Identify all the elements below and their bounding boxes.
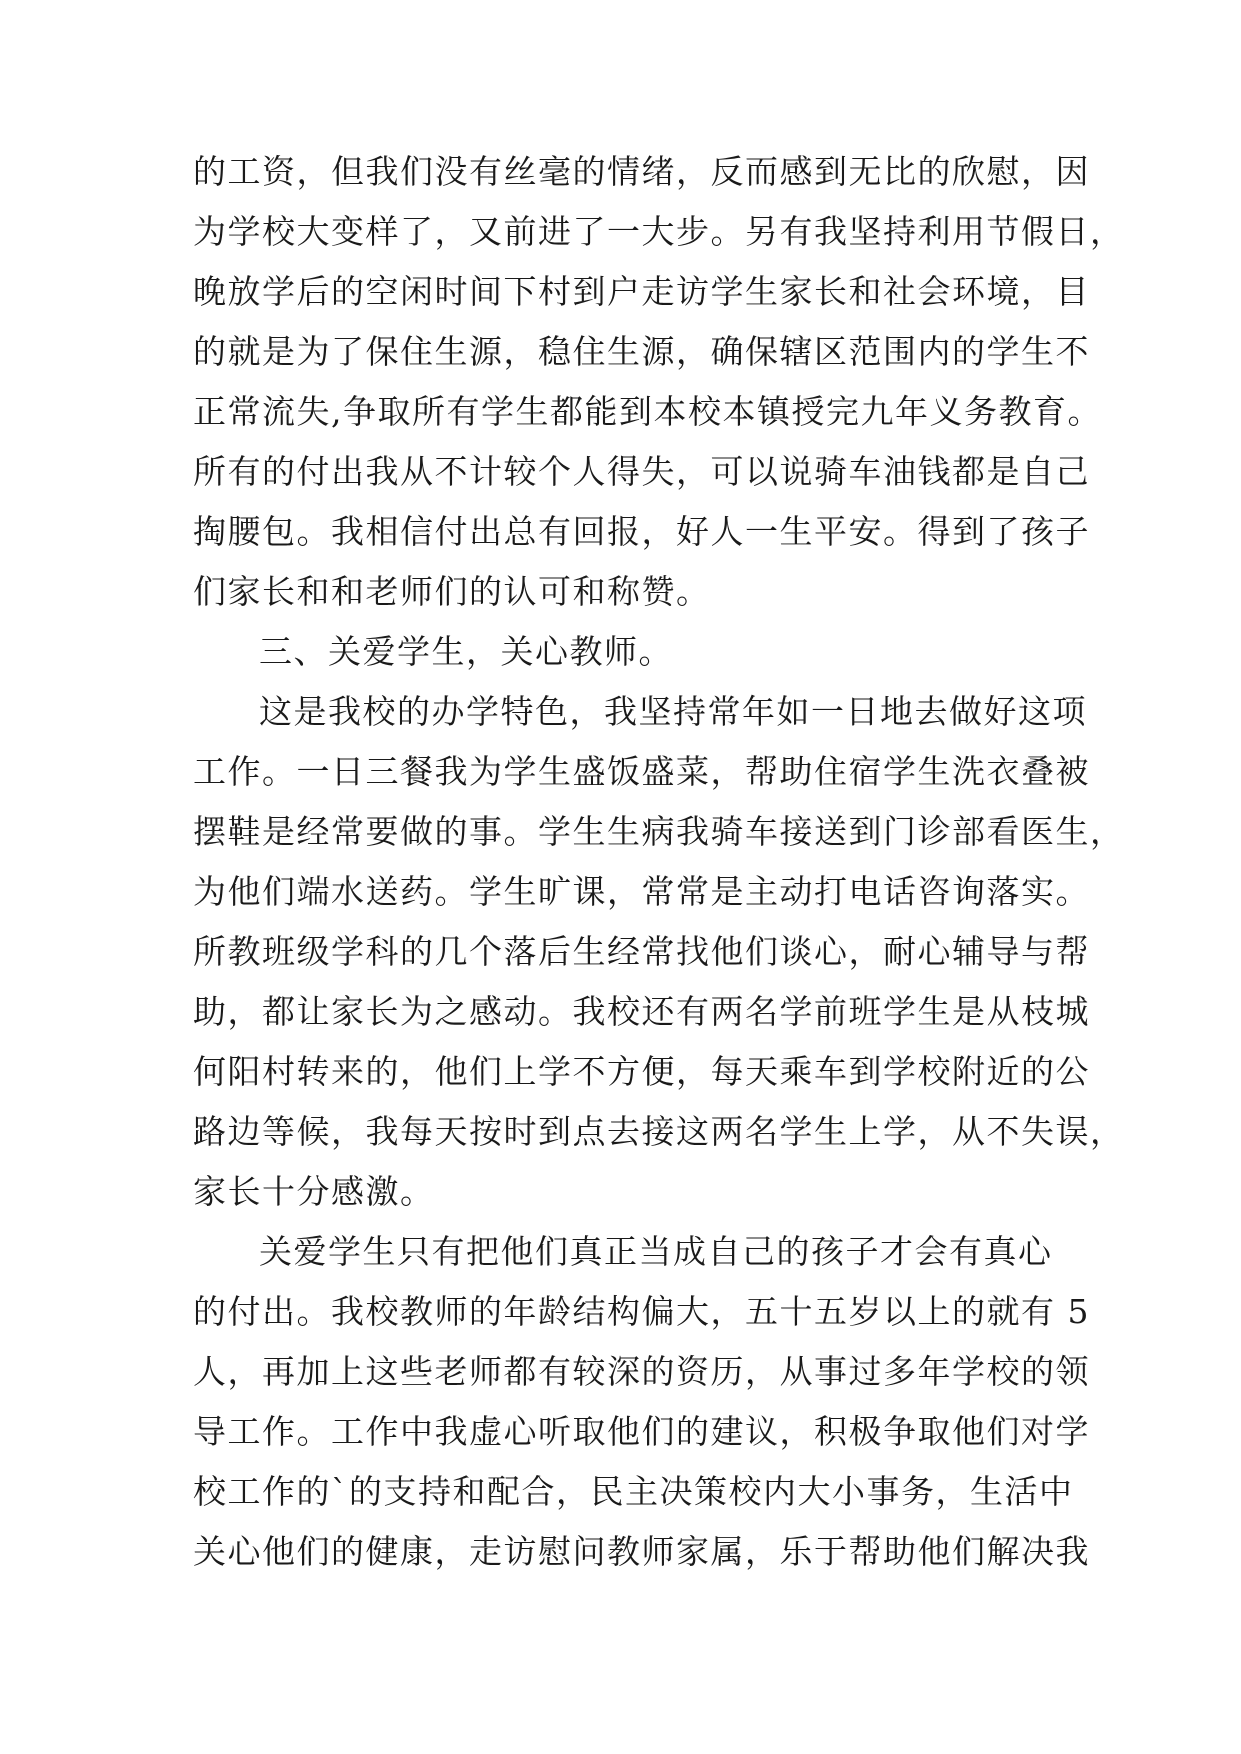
text-line-7: 掏腰包。我相信付出总有回报，好人一生平安。得到了孩子 [193,512,1090,551]
text-line-13: 为他们端水送药。学生旷课，常常是主动打电话咨询落实。 [193,872,1090,911]
text-line-21: 人，再加上这些老师都有较深的资历，从事过多年学校的领 [193,1352,1090,1391]
text-line-18: 家长十分感激。 [193,1172,435,1211]
text-line-23: 校工作的`的支持和配合，民主决策校内大小事务，生活中 [193,1472,1074,1511]
text-line-10: 这是我校的办学特色，我坚持常年如一日地去做好这项 [259,692,1087,731]
text-line-14: 所教班级学科的几个落后生经常找他们谈心，耐心辅导与帮 [193,932,1090,971]
text-line-3: 晚放学后的空闲时间下村到户走访学生家长和社会环境，目 [193,272,1090,311]
text-line-17: 路边等候，我每天按时到点去接这两名学生上学，从不失误， [193,1112,1125,1151]
text-line-11: 工作。一日三餐我为学生盛饭盛菜，帮助住宿学生洗衣叠被 [193,752,1090,791]
text-line-2: 为学校大变样了，又前进了一大步。另有我坚持利用节假日， [193,212,1125,251]
text-line-16: 何阳村转来的，他们上学不方便，每天乘车到学校附近的公 [193,1052,1090,1091]
text-line-12: 摆鞋是经常要做的事。学生生病我骑车接送到门诊部看医生， [193,812,1125,851]
text-line-4: 的就是为了保住生源，稳住生源，确保辖区范围内的学生不 [193,332,1090,371]
text-line-20: 的付出。我校教师的年龄结构偏大，五十五岁以上的就有 5 [193,1292,1090,1331]
text-line-1: 的工资，但我们没有丝毫的情绪，反而感到无比的欣慰，因 [193,152,1090,191]
text-line-19: 关爱学生只有把他们真正当成自己的孩子才会有真心 [259,1232,1053,1271]
text-line-6: 所有的付出我从不计较个人得失，可以说骑车油钱都是自己 [193,452,1090,491]
section-heading: 三、关爱学生，关心教师。 [259,632,673,671]
text-line-22: 导工作。工作中我虚心听取他们的建议，积极争取他们对学 [193,1412,1090,1451]
text-line-5: 正常流失,争取所有学生都能到本校本镇授完九年义务教育。 [193,392,1102,431]
text-line-8: 们家长和和老师们的认可和称赞。 [193,572,711,611]
text-line-15: 助，都让家长为之感动。我校还有两名学前班学生是从枝城 [193,992,1090,1031]
text-line-24: 关心他们的健康，走访慰问教师家属，乐于帮助他们解决我 [193,1532,1090,1571]
